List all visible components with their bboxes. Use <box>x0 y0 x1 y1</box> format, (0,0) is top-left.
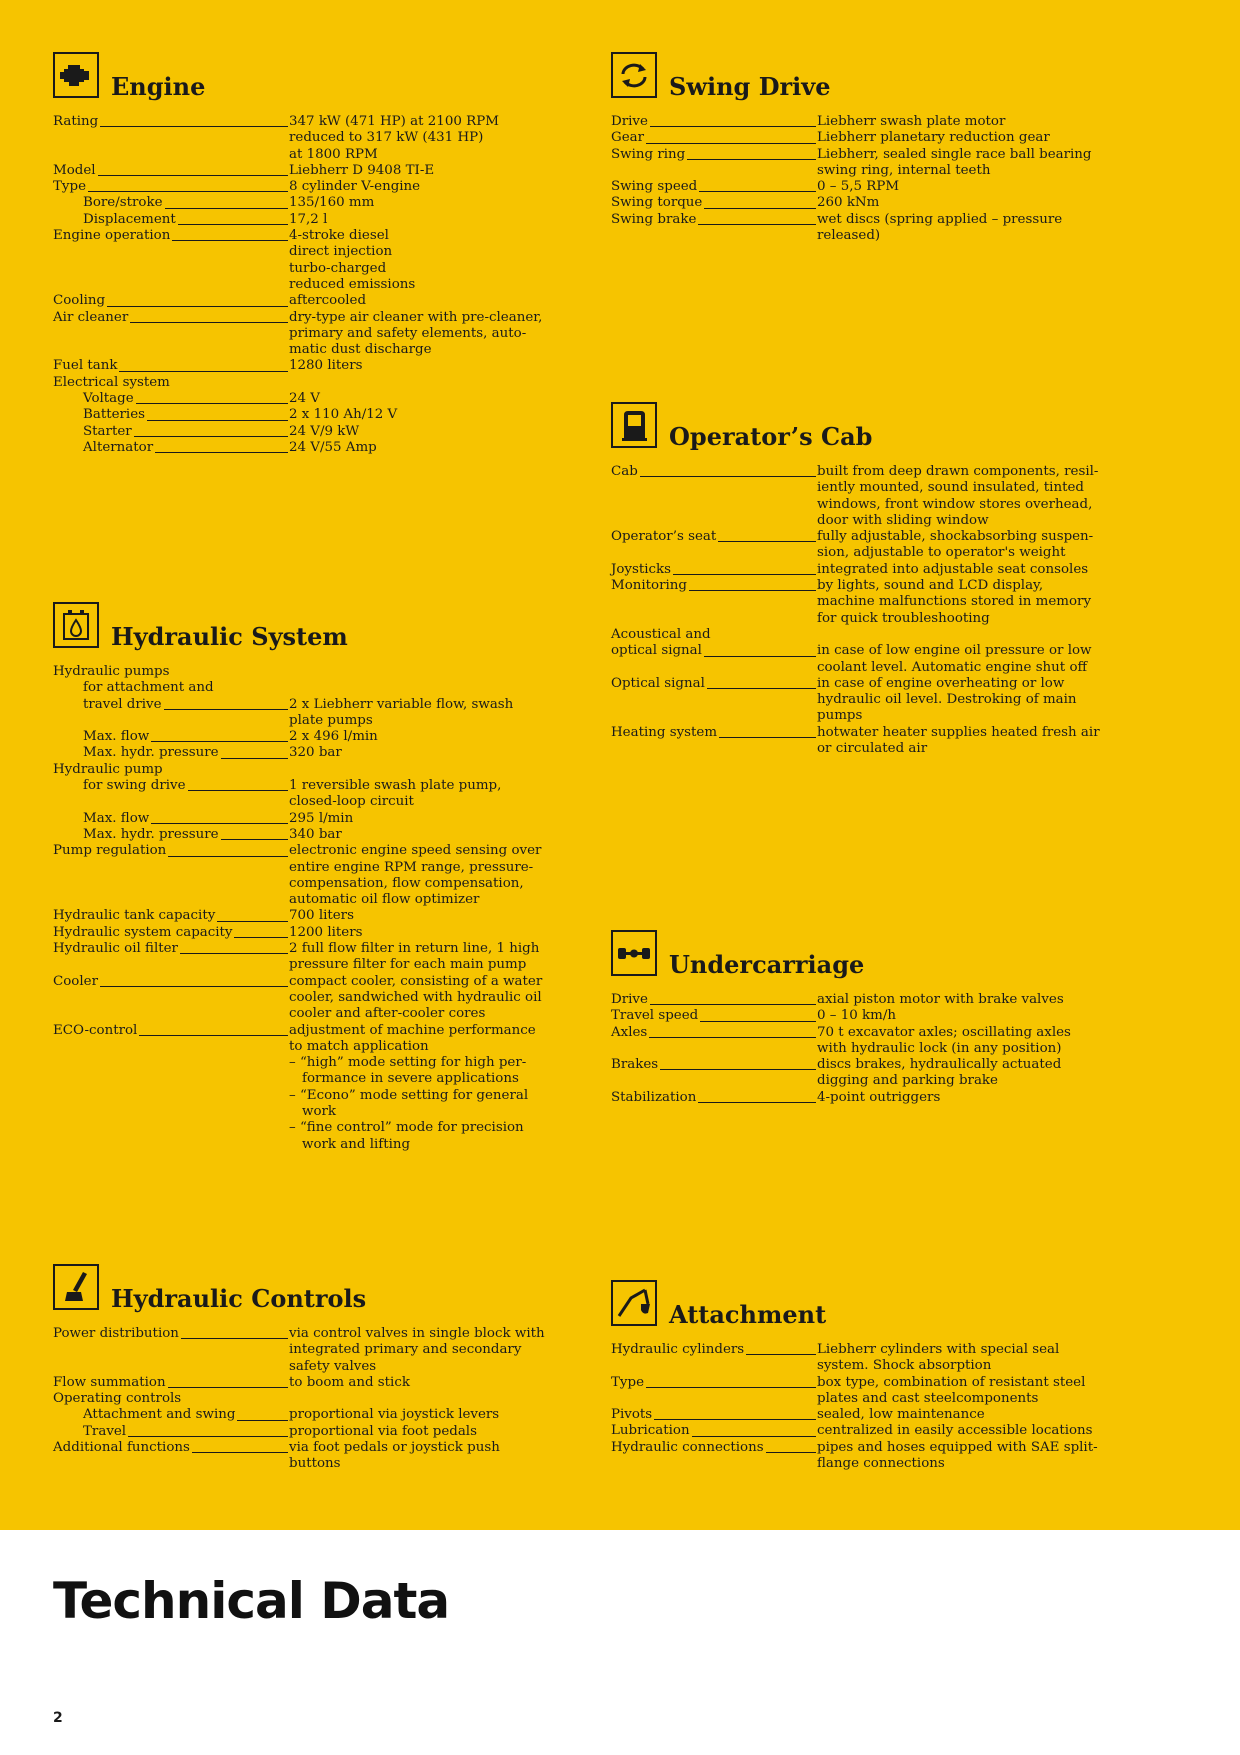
spec-row <box>53 762 583 778</box>
spec-row <box>53 195 583 211</box>
spec-row <box>611 676 1141 725</box>
spec-row <box>53 1375 583 1391</box>
axle-icon <box>611 930 657 976</box>
leader-line <box>147 420 288 421</box>
spec-value: 135/160 mm <box>289 195 375 211</box>
spec-row <box>53 163 583 179</box>
leader-line <box>650 1004 816 1005</box>
leader-line <box>136 403 288 404</box>
spec-row <box>53 375 583 391</box>
spec-row <box>53 697 583 730</box>
leader-line <box>698 1102 816 1103</box>
spec-label: Gear <box>611 130 645 146</box>
leader-line <box>181 1338 288 1339</box>
leader-line <box>168 856 288 857</box>
spec-label: Model <box>53 162 96 178</box>
spec-row <box>611 179 1141 195</box>
spec-label: Batteries <box>83 407 145 423</box>
spec-value <box>289 1391 583 1407</box>
spec-value: 0 – 10 km/h <box>817 1008 896 1024</box>
spec-value: electronic engine speed sensing over entire engine RPM range, pressure- compensation, flow compensation, automatic oil flow optimizer <box>289 843 542 908</box>
leader-line <box>100 126 288 127</box>
leader-line <box>699 191 816 192</box>
spec-row <box>53 664 583 680</box>
spec-value: 4-point outriggers <box>817 1089 941 1105</box>
spec-value: box type, combination of resistant steel plates and cast steelcomponents <box>817 1374 1086 1406</box>
spec-value: built from deep drawn components, resil- iently mounted, sound insulated, tinted windows, front window stores overhead, door with sliding window <box>817 464 1099 528</box>
leader-line <box>130 322 288 323</box>
leader-line <box>646 143 816 144</box>
leader-line <box>234 937 288 938</box>
spec-value <box>289 664 583 680</box>
spec-label: Max. hydr. pressure <box>83 745 219 761</box>
spec-value: Liebherr planetary reduction gear <box>817 130 1050 146</box>
spec-row <box>53 1088 583 1121</box>
spec-row <box>611 1008 1141 1024</box>
spec-value: 2 x 110 Ah/12 V <box>289 407 398 423</box>
leader-line <box>766 1452 816 1453</box>
spec-label: Max. flow <box>83 729 150 745</box>
spec-row <box>611 1057 1141 1090</box>
spec-row <box>53 680 583 696</box>
joystick-icon <box>53 1264 99 1310</box>
spec-list <box>611 114 1141 244</box>
spec-label: Air cleaner <box>53 309 129 325</box>
spec-label: Acoustical and <box>611 626 711 642</box>
spec-value: to boom and stick <box>289 1374 410 1390</box>
leader-line <box>107 306 288 307</box>
section-title: Undercarriage <box>669 950 865 979</box>
spec-row <box>611 114 1141 130</box>
leader-line <box>139 1035 288 1036</box>
leader-line <box>718 541 816 542</box>
leader-line <box>221 758 288 759</box>
spec-row <box>611 1090 1141 1106</box>
spec-list <box>53 1326 583 1473</box>
hydraulic-tank-icon <box>53 602 99 648</box>
spec-label: Alternator <box>83 439 154 455</box>
spec-label: Fuel tank <box>53 358 118 374</box>
spec-label: Optical signal <box>611 675 705 691</box>
spec-label: Cooler <box>53 973 98 989</box>
spec-row <box>53 778 583 811</box>
section-hydraulic-system <box>53 602 583 1153</box>
spec-row <box>53 974 583 1023</box>
spec-value: integrated into adjustable seat consoles <box>817 561 1089 577</box>
spec-label: Additional functions <box>53 1440 190 1456</box>
spec-label: Heating system <box>611 724 718 740</box>
spec-value: via control valves in single block with integrated primary and secondary safety valves <box>289 1326 545 1374</box>
spec-value: 2 full flow filter in return line, 1 high pressure filter for each main pump <box>289 941 540 973</box>
spec-row <box>53 908 583 924</box>
spec-row <box>611 130 1141 146</box>
spec-row <box>53 293 583 309</box>
spec-label: Travel <box>83 1423 127 1439</box>
spec-label: Rating <box>53 114 99 129</box>
leader-line <box>151 741 288 742</box>
spec-row <box>53 1391 583 1407</box>
leader-line <box>646 1387 816 1388</box>
leader-line <box>698 224 816 225</box>
spec-value: in case of engine overheating or low hydraulic oil level. Destroking of main pumps <box>817 675 1077 724</box>
spec-row <box>53 1023 583 1056</box>
spec-row <box>611 464 1141 529</box>
spec-value: 295 l/min <box>289 810 354 826</box>
spec-value: Liebherr swash plate motor <box>817 114 1006 129</box>
spec-label: Operator’s seat <box>611 529 717 545</box>
spec-list <box>53 114 583 456</box>
spec-label: Flow summation <box>53 1374 166 1390</box>
spec-value: 1280 liters <box>289 358 363 374</box>
spec-label: Drive <box>611 992 648 1007</box>
spec-label: Swing brake <box>611 211 697 227</box>
spec-row <box>53 1440 583 1473</box>
leader-line <box>660 1069 816 1070</box>
section-swing-drive <box>611 52 1141 244</box>
spec-row <box>53 1120 583 1153</box>
leader-line <box>151 823 288 824</box>
spec-row <box>611 212 1141 245</box>
spec-label: Joysticks <box>611 561 672 577</box>
spec-label: Swing torque <box>611 195 703 211</box>
leader-line <box>98 175 288 176</box>
spec-value: centralized in easily accessible locations <box>817 1423 1093 1439</box>
section-title: Engine <box>111 72 206 101</box>
spec-value <box>289 680 583 696</box>
spec-label: Displacement <box>83 211 176 227</box>
leader-line <box>168 1387 288 1388</box>
spec-row <box>611 1407 1141 1423</box>
spec-row <box>611 1025 1141 1058</box>
spec-row <box>611 992 1141 1008</box>
spec-value: – “Econo” mode setting for general work <box>289 1087 529 1120</box>
spec-row <box>53 391 583 407</box>
spec-value: 1200 liters <box>289 924 363 940</box>
spec-label: Engine operation <box>53 228 171 244</box>
spec-list <box>611 1342 1141 1472</box>
spec-value: 24 V/9 kW <box>289 423 360 439</box>
spec-row <box>53 1326 583 1375</box>
spec-value: discs brakes, hydraulically actuated digging and parking brake <box>817 1057 1062 1089</box>
leader-line <box>178 224 288 225</box>
spec-row <box>53 925 583 941</box>
spec-label: Lubrication <box>611 1423 690 1439</box>
spec-value <box>817 627 1141 643</box>
spec-label: Axles <box>611 1024 648 1040</box>
spec-value: 24 V/55 Amp <box>289 439 377 455</box>
spec-row <box>611 1423 1141 1439</box>
leader-line <box>689 590 816 591</box>
leader-line <box>172 240 288 241</box>
spec-value: 17,2 l <box>289 211 328 227</box>
spec-label: Hydraulic cylinders <box>611 1342 745 1357</box>
spec-label: Swing ring <box>611 146 686 162</box>
spec-value: 8 cylinder V-engine <box>289 179 421 195</box>
leader-line <box>155 452 288 453</box>
leader-line <box>746 1354 816 1355</box>
spec-label: Travel speed <box>611 1008 699 1024</box>
spec-label: Cab <box>611 464 638 479</box>
spec-value: 70 t excavator axles; oscillating axles with hydraulic lock (in any position) <box>817 1024 1071 1056</box>
spec-value <box>289 762 583 778</box>
spec-value: 2 x 496 l/min <box>289 729 378 745</box>
spec-label: Electrical system <box>53 374 170 390</box>
leader-line <box>188 790 289 791</box>
leader-line <box>128 1436 288 1437</box>
engine-icon <box>53 52 99 98</box>
section-title: Operator’s Cab <box>669 422 873 451</box>
spec-label: Hydraulic system capacity <box>53 924 233 940</box>
section-title: Hydraulic System <box>111 622 348 651</box>
leader-line <box>134 436 288 437</box>
spec-label: Type <box>53 179 86 195</box>
leader-line <box>673 574 816 575</box>
spec-value: aftercooled <box>289 293 367 309</box>
spec-label: Pivots <box>611 1407 653 1423</box>
leader-line <box>165 208 289 209</box>
spec-value: – “fine control” mode for precision work and lifting <box>289 1120 524 1152</box>
spec-row <box>53 941 583 974</box>
spec-label: Brakes <box>611 1057 659 1073</box>
spec-row <box>53 827 583 843</box>
spec-label: for attachment and <box>83 680 214 696</box>
section-operators-cab <box>611 402 1141 757</box>
excavator-arm-icon <box>611 1280 657 1326</box>
leader-line <box>687 159 816 160</box>
spec-value <box>289 375 583 391</box>
spec-row <box>611 195 1141 211</box>
spec-row <box>53 811 583 827</box>
spec-list <box>611 992 1141 1106</box>
spec-row <box>611 1375 1141 1408</box>
leader-line <box>88 191 288 192</box>
leader-line <box>164 709 288 710</box>
spec-value: 347 kW (471 HP) at 2100 RPM reduced to 317 kW (431 HP) at 1800 RPM <box>289 114 499 162</box>
leader-line <box>192 1452 288 1453</box>
spec-label: Hydraulic pumps <box>53 664 170 679</box>
section-engine <box>53 52 583 456</box>
spec-row <box>611 147 1141 180</box>
spec-value: Liebherr cylinders with special seal system. Shock absorption <box>817 1342 1060 1374</box>
spec-value: compact cooler, consisting of a water cooler, sandwiched with hydraulic oil cooler and after-cooler cores <box>289 973 543 1022</box>
spec-value: 700 liters <box>289 908 354 924</box>
spec-row <box>611 562 1141 578</box>
spec-row <box>53 407 583 423</box>
spec-row <box>53 310 583 359</box>
spec-row <box>53 745 583 761</box>
spec-label: Power distribution <box>53 1326 179 1341</box>
section-undercarriage <box>611 930 1141 1106</box>
spec-row <box>53 212 583 228</box>
leader-line <box>654 1419 816 1420</box>
spec-row <box>611 1342 1141 1375</box>
spec-label: Swing speed <box>611 179 698 195</box>
page-number: 2 <box>53 1710 63 1726</box>
spec-label: Max. hydr. pressure <box>83 826 219 842</box>
spec-value: axial piston motor with brake valves <box>817 992 1064 1007</box>
spec-label: ECO-control <box>53 1022 138 1038</box>
spec-value: dry-type air cleaner with pre-cleaner, primary and safety elements, auto- matic dust discharge <box>289 309 543 358</box>
spec-label: for swing drive <box>83 778 186 794</box>
spec-row <box>53 228 583 293</box>
spec-row <box>53 424 583 440</box>
section-attachment <box>611 1280 1141 1472</box>
cab-icon <box>611 402 657 448</box>
leader-line <box>237 1420 288 1421</box>
leader-line <box>217 921 288 922</box>
spec-label: Hydraulic connections <box>611 1439 764 1455</box>
leader-line <box>704 208 816 209</box>
spec-label: Operating controls <box>53 1391 182 1407</box>
section-title: Attachment <box>669 1300 827 1329</box>
spec-label: Hydraulic oil filter <box>53 941 178 957</box>
spec-value: 340 bar <box>289 826 342 842</box>
spec-value: 24 V <box>289 391 320 407</box>
leader-line <box>180 953 288 954</box>
spec-value: sealed, low maintenance <box>817 1407 985 1423</box>
spec-label: Starter <box>83 423 132 439</box>
spec-label: Bore/stroke <box>83 195 163 211</box>
leader-line <box>692 1436 816 1437</box>
spec-value: Liebherr D 9408 TI-E <box>289 162 435 178</box>
spec-row <box>53 843 583 908</box>
leader-line <box>119 371 288 372</box>
spec-row <box>53 179 583 195</box>
spec-label: Monitoring <box>611 578 688 594</box>
spec-label: Stabilization <box>611 1089 697 1105</box>
spec-value: 2 x Liebherr variable flow, swash plate pumps <box>289 696 514 728</box>
spec-value: 260 kNm <box>817 195 880 211</box>
spec-row <box>53 358 583 374</box>
spec-row <box>611 627 1141 643</box>
spec-value: proportional via joystick levers <box>289 1407 500 1423</box>
spec-value: wet discs (spring applied – pressure released) <box>817 211 1063 244</box>
spec-label: Pump regulation <box>53 843 167 859</box>
page-title: Technical Data <box>53 1572 450 1630</box>
spec-row <box>611 578 1141 627</box>
section-hydraulic-controls <box>53 1264 583 1473</box>
spec-value: by lights, sound and LCD display, machine malfunctions stored in memory for quick troubleshooting <box>817 578 1092 626</box>
leader-line <box>719 737 816 738</box>
leader-line <box>650 126 816 127</box>
leader-line <box>221 839 288 840</box>
spec-label: Cooling <box>53 293 106 309</box>
spec-row <box>611 529 1141 562</box>
spec-label: Type <box>611 1374 644 1390</box>
spec-row <box>53 729 583 745</box>
spec-value: 320 bar <box>289 745 342 761</box>
leader-line <box>707 688 816 689</box>
spec-row <box>53 114 583 163</box>
spec-label: Hydraulic pump <box>53 761 163 777</box>
spec-row <box>53 440 583 456</box>
spec-row <box>53 1407 583 1423</box>
spec-value: via foot pedals or joystick push buttons <box>289 1440 500 1472</box>
spec-row <box>53 1055 583 1088</box>
spec-row <box>53 1424 583 1440</box>
spec-row <box>611 1440 1141 1473</box>
spec-row <box>611 643 1141 676</box>
spec-value: in case of low engine oil pressure or low coolant level. Automatic engine shut off <box>817 643 1092 675</box>
leader-line <box>704 656 816 657</box>
spec-label: travel drive <box>83 696 162 712</box>
leader-line <box>649 1037 816 1038</box>
section-title: Hydraulic Controls <box>111 1284 367 1313</box>
spec-value: Liebherr, sealed single race ball bearing swing ring, internal teeth <box>817 146 1092 178</box>
spec-label: Drive <box>611 114 648 129</box>
spec-value: 0 – 5,5 RPM <box>817 179 900 195</box>
spec-label: Attachment and swing <box>83 1407 236 1423</box>
leader-line <box>100 986 288 987</box>
spec-value: 4-stroke diesel direct injection turbo-charged reduced emissions <box>289 228 416 292</box>
spec-value: pipes and hoses equipped with SAE split- flange connections <box>817 1439 1098 1472</box>
spec-value: proportional via foot pedals <box>289 1423 477 1439</box>
spec-value: adjustment of machine performance to match application <box>289 1022 536 1054</box>
spec-label: Hydraulic tank capacity <box>53 908 216 924</box>
spec-row <box>611 725 1141 758</box>
spec-label: optical signal <box>611 643 702 659</box>
spec-value: – “high” mode setting for high per- formance in severe applications <box>289 1055 527 1087</box>
spec-label: Max. flow <box>83 810 150 826</box>
leader-line <box>640 476 816 477</box>
leader-line <box>700 1021 816 1022</box>
spec-label: Voltage <box>83 391 134 407</box>
spec-list <box>53 664 583 1153</box>
swing-arrows-icon <box>611 52 657 98</box>
spec-value: 1 reversible swash plate pump, closed-loop circuit <box>289 778 502 810</box>
spec-value: fully adjustable, shockabsorbing suspen- sion, adjustable to operator's weight <box>817 529 1094 561</box>
spec-list <box>611 464 1141 757</box>
spec-value: hotwater heater supplies heated fresh air or circulated air <box>817 724 1100 757</box>
section-title: Swing Drive <box>669 72 831 101</box>
